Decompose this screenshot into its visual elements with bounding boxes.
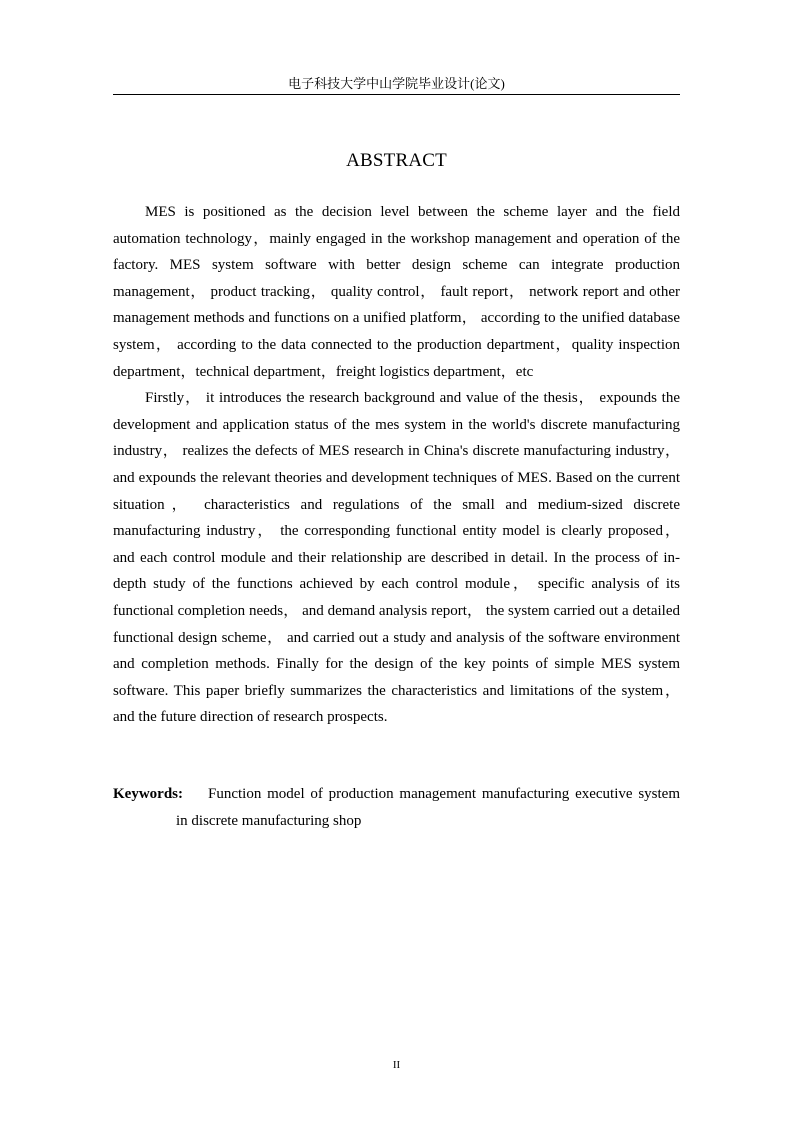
keywords-section [113, 781, 680, 834]
abstract-body [113, 199, 680, 731]
keywords-label: Keywords: [113, 786, 183, 802]
header-divider [113, 94, 680, 95]
keywords-text: Function model of production management manufacturing executive system in discrete manufacturing shop [176, 786, 680, 829]
running-header: 电子科技大学中山学院毕业设计(论文) [288, 76, 505, 91]
abstract-title: ABSTRACT [346, 150, 447, 171]
page-number: II [392, 1059, 401, 1071]
abstract-paragraph-2: Firstly， it introduces the research background and value of the thesis， expounds the development and application status of the mes system in the world's discrete manufacturing industry， realizes the defects of MES research in China's discrete manufacturing industry， and expounds the relevant theories and development techniques of MES. Based on the current situation， characteristics and regulations of the small and medium-sized discrete manufacturing industry， the corresponding functional entity model is clearly proposed， and each control module and their relationship are described in detail. In the process of in-depth study of the functions achieved by each control module， specific analysis of its functional completion needs， and demand analysis report， the system carried out a detailed functional design scheme， and carried out a study and analysis of the software environment and completion methods. Finally for the design of the key points of simple MES system software. This paper briefly summarizes the characteristics and limitations of the system， and the future direction of research prospects. [113, 390, 680, 726]
abstract-paragraph-1: MES is positioned as the decision level between the scheme layer and the field automation technology，mainly engaged in the workshop management and operation of the factory. MES system software with better design scheme can integrate production management， product tracking， quality control， fault report， network report and other management methods and functions on a unified platform， according to the unified database system， according to the data connected to the production department，quality inspection department，technical department，freight logistics department，etc [113, 204, 680, 380]
